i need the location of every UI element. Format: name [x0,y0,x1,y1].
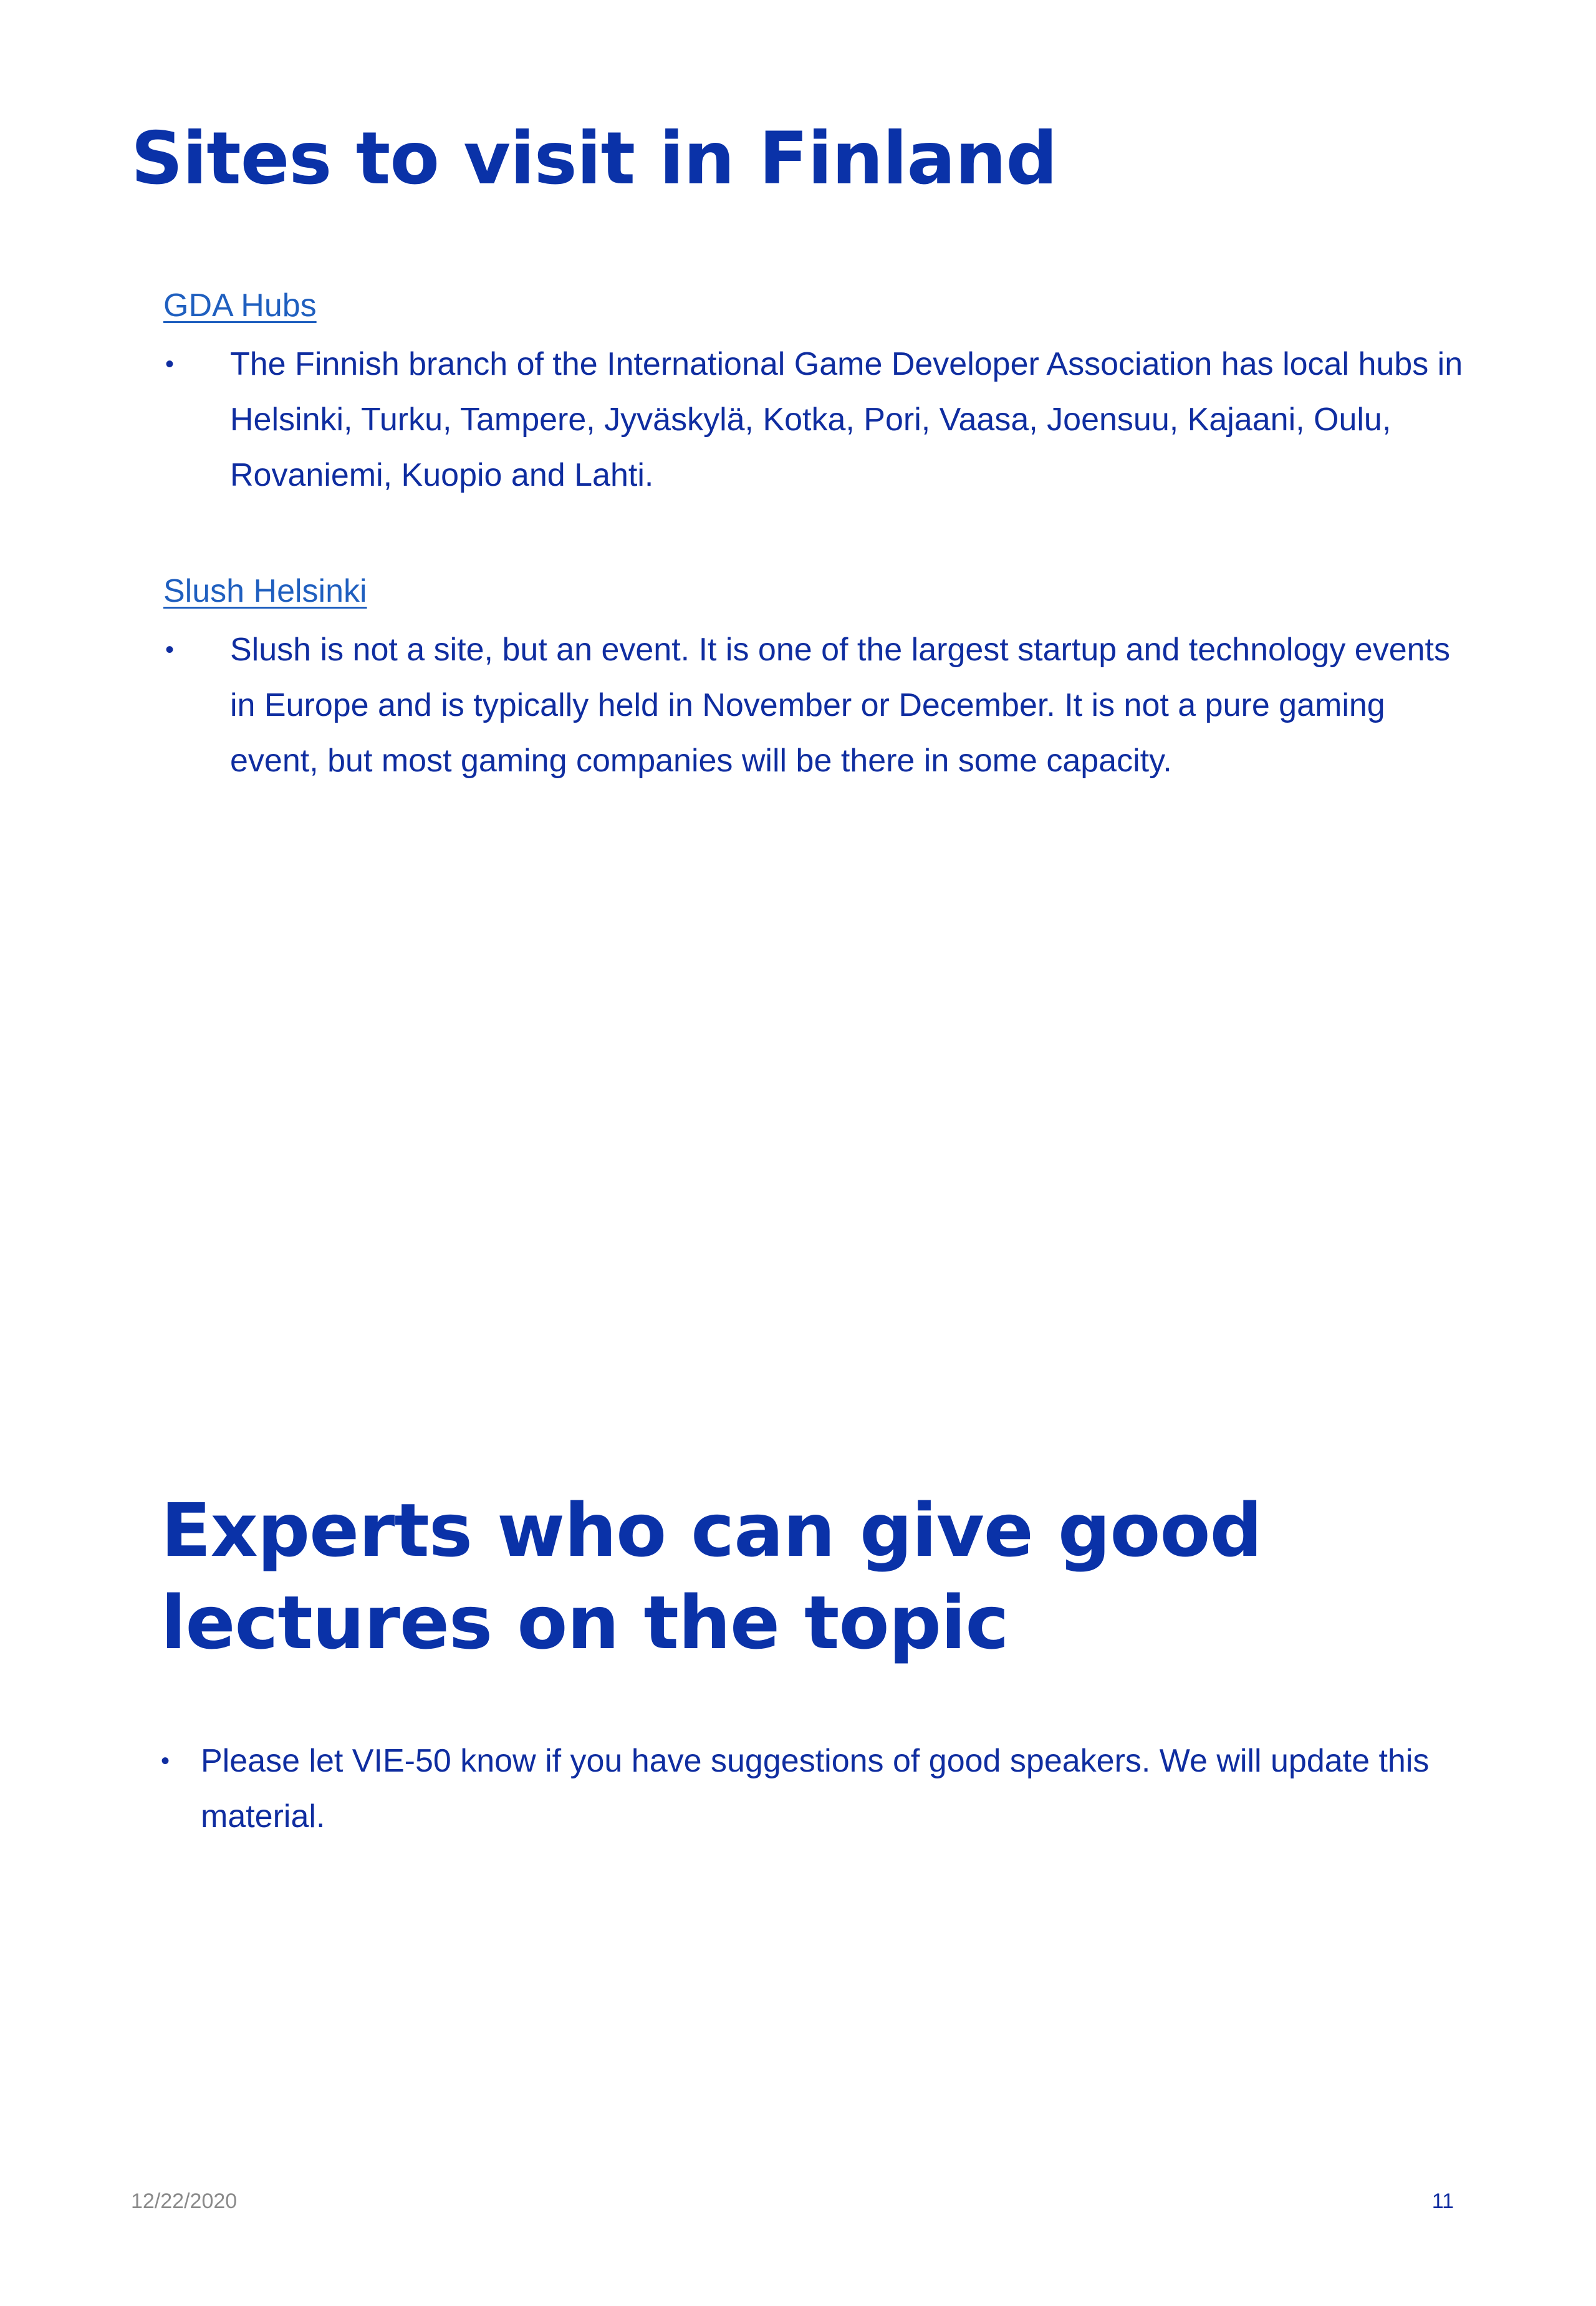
bullet-marker: • [161,1747,170,1775]
page-number: 11 [1431,2189,1454,2213]
experts-description: Please let VIE-50 know if you have suggestions of good speakers. We will update this material. [201,1743,1430,1835]
footer-date: 12/22/2020 [131,2189,238,2213]
section-title-sites: Sites to visit in Finland [131,117,1057,201]
gda-hubs-link[interactable]: GDA Hubs [163,287,317,324]
slush-description: Slush is not a site, but an event. It is one of the largest startup and technology events in Europe and is typically held in November or December. It is not a pure gaming event, but most gaming companies will be there in some capacity. [230,632,1450,779]
bullet-marker: • [165,636,175,663]
section-title-experts: Experts who can give good lectures on the topic [161,1487,1262,1666]
slush-helsinki-link[interactable]: Slush Helsinki [163,573,367,609]
gda-hubs-description: The Finnish branch of the International Game Developer Association has local hubs in Helsinki, Turku, Tampere, Jyväskylä, Kotka, Pori, Vaasa, Joensuu, Kajaani, Oulu, Rovaniemi, Kuopio and Lahti. [230,346,1463,493]
bullet-marker: • [165,350,175,378]
